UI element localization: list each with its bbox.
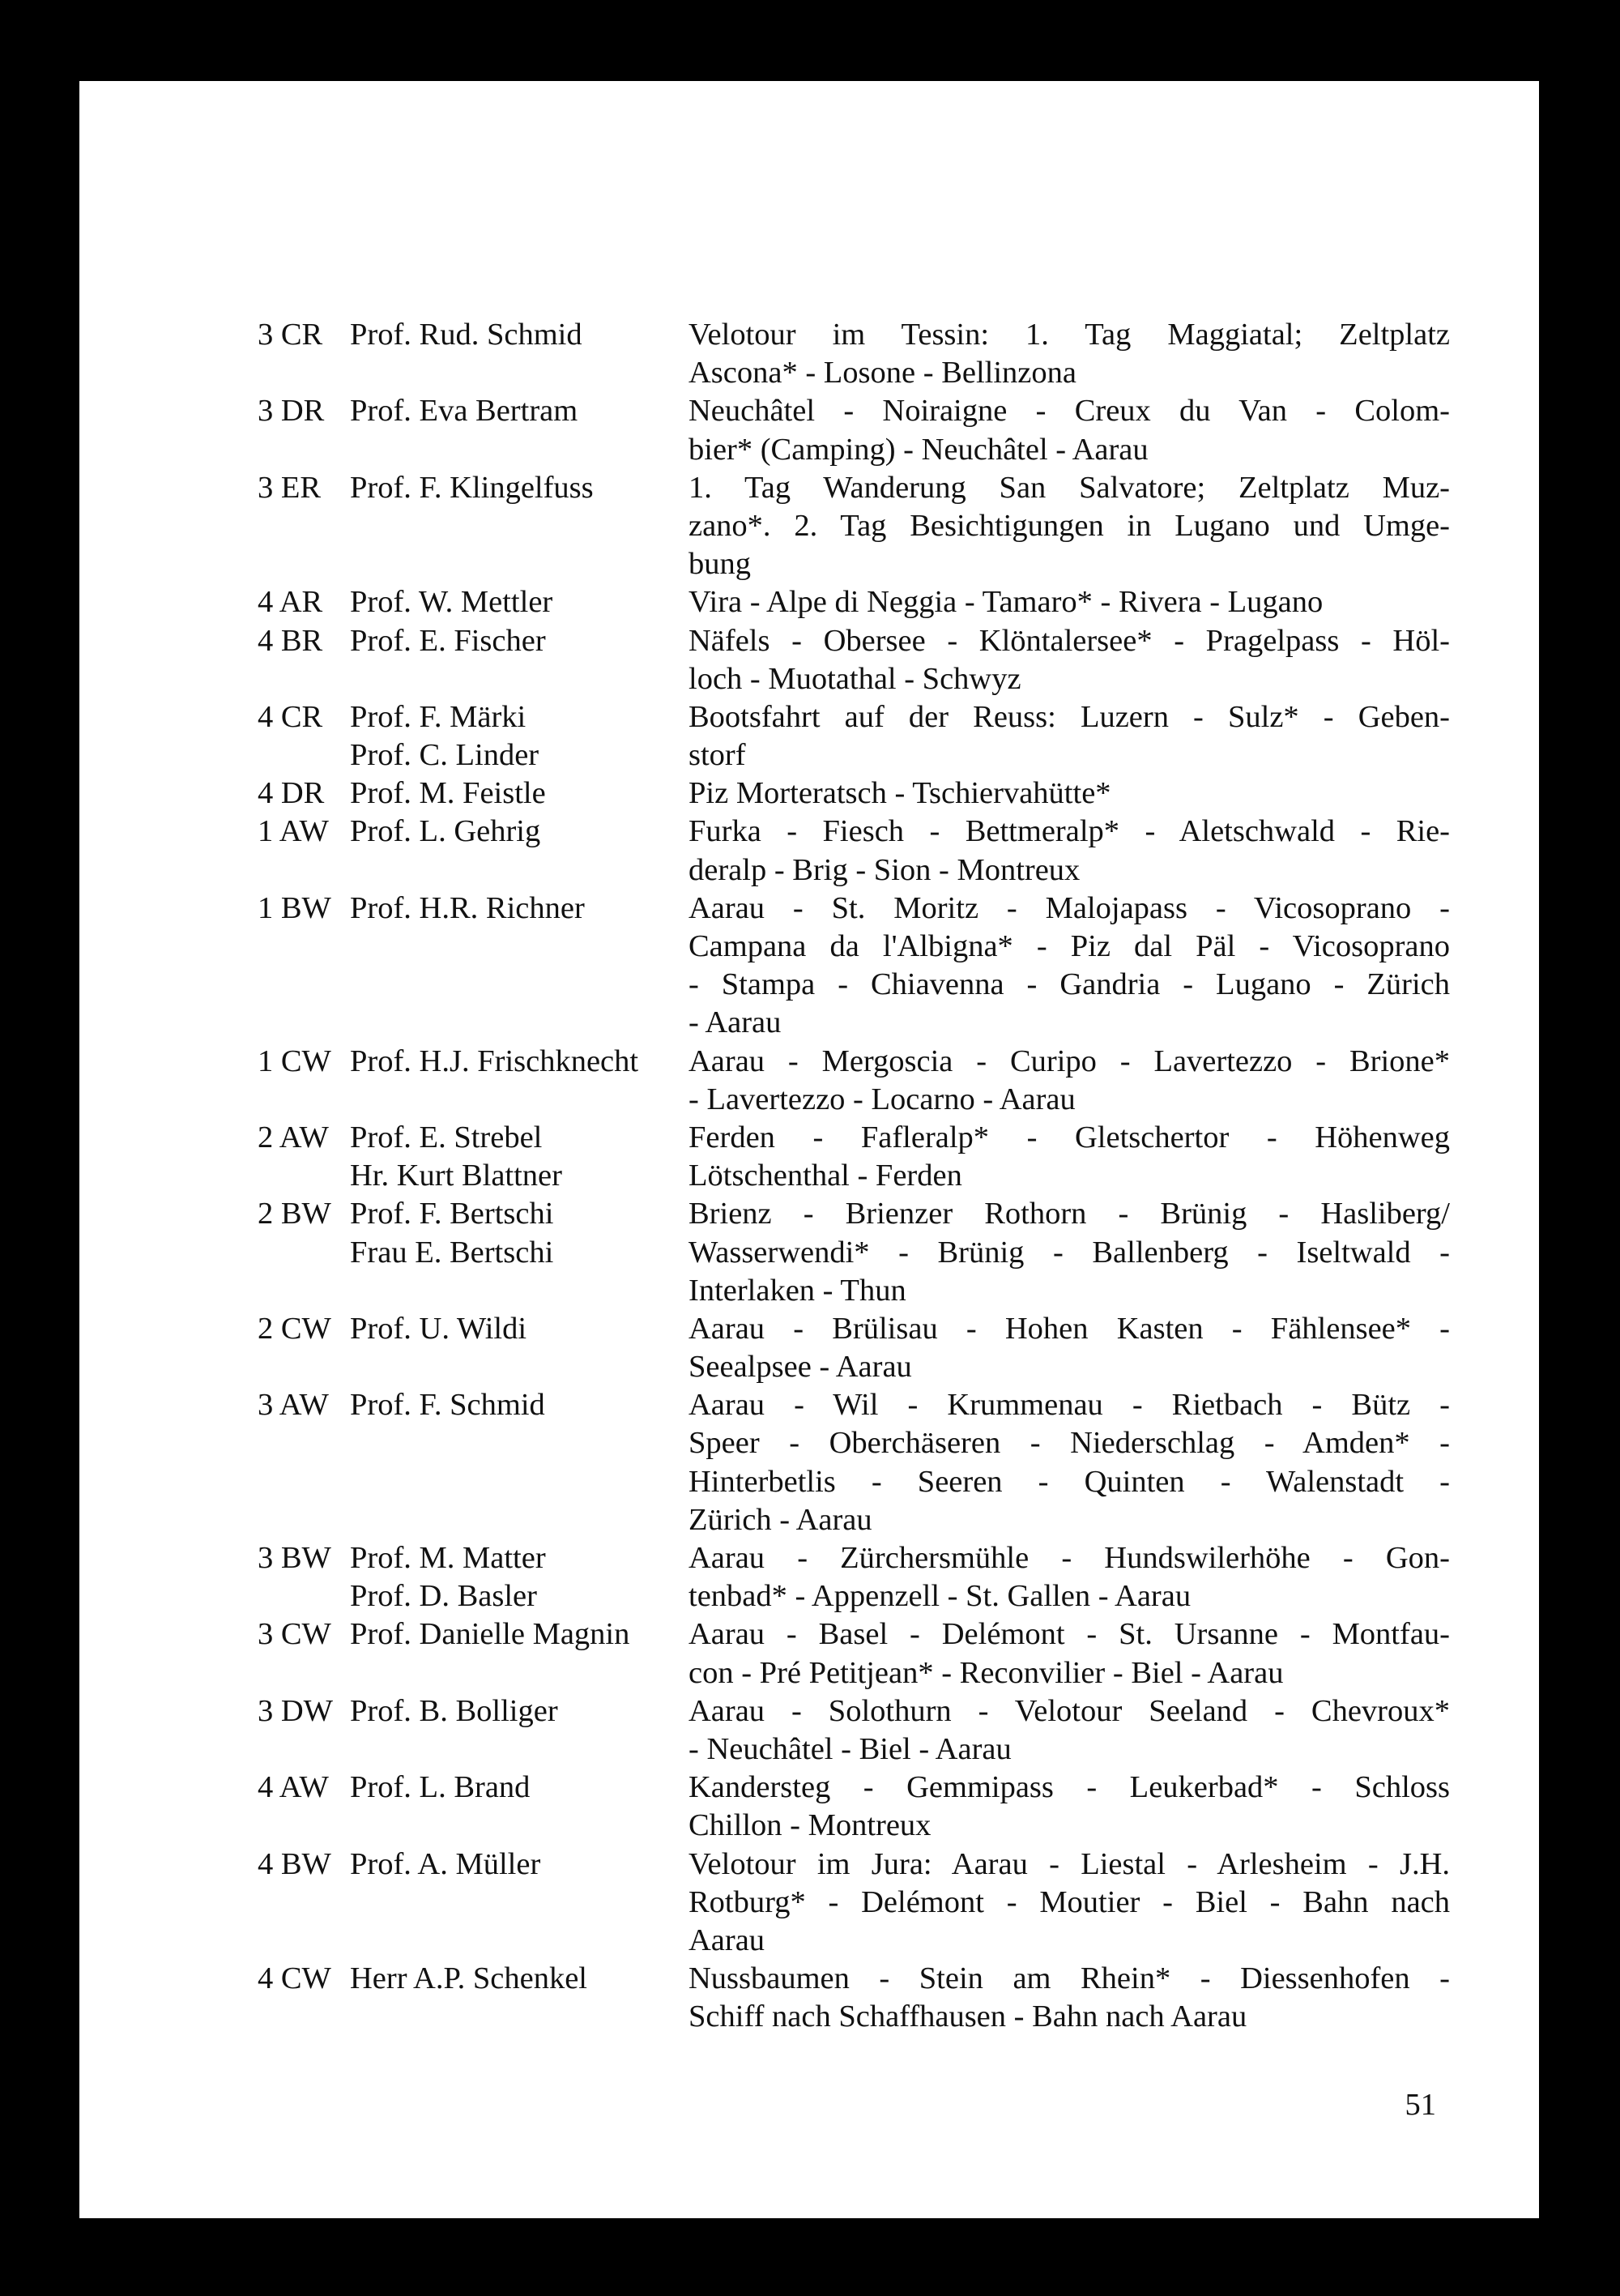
route-column [688,1310,1450,1386]
class-column [258,622,350,698]
class-column [258,1846,350,1961]
class-code: 3 CW [258,1617,331,1652]
excursion-entry [258,469,1489,584]
route-column [688,1119,1450,1195]
route-line: Brienz - Brienzer Rothorn - Brünig - Hasliberg/ [688,1197,1450,1231]
excursion-entry [258,1310,1489,1386]
route-line: Näfels - Obersee - Klöntalersee* - Pragelpass - Höl- [688,623,1450,658]
class-column [258,698,350,775]
teacher-column [350,1043,688,1119]
route-line: Aarau - Basel - Delémont - St. Ursanne - Montfau- [688,1617,1450,1652]
teacher-column [350,469,688,584]
teacher-name: Prof. B. Bolliger [350,1693,558,1728]
class-column [258,1692,350,1769]
teacher-name: Prof. F. Märki [350,699,526,734]
class-code: 3 BW [258,1541,331,1575]
route-line: Aarau - St. Moritz - Malojapass - Vicosoprano - [688,890,1450,925]
teacher-column [350,1960,688,2036]
route-line: Campana da l'Albigna* - Piz dal Päl - Vicosoprano [688,929,1450,963]
route-column [688,813,1450,889]
teacher-name: Prof. A. Müller [350,1846,541,1881]
route-line: Aarau [688,1923,765,1957]
excursion-entry [258,1615,1489,1692]
teacher-name: Herr A.P. Schenkel [350,1961,587,1996]
teacher-column [350,1195,688,1310]
route-column [688,1195,1450,1310]
route-column [688,469,1450,584]
excursion-entry [258,1539,1489,1615]
teacher-column [350,1846,688,1961]
route-line: - Lavertezzo - Locarno - Aarau [688,1082,1076,1116]
route-column [688,583,1450,621]
teacher-name: Prof. L. Gehrig [350,814,541,849]
route-line: Ferden - Fafleralp* - Gletschertor - Höhenweg [688,1120,1450,1154]
route-line: Neuchâtel - Noiraigne - Creux du Van - Colom- [688,394,1450,429]
class-code: 4 DR [258,776,325,811]
route-column [688,775,1450,813]
route-line: Aarau - Wil - Krummenau - Rietbach - Bütz - [688,1388,1450,1423]
excursion-entry [258,583,1489,621]
class-code: 3 CR [258,318,323,352]
page-number: 51 [1405,2088,1436,2122]
teacher-name: Hr. Kurt Blattner [350,1159,562,1193]
teacher-name: Prof. F. Schmid [350,1388,545,1423]
route-line: deralp - Brig - Sion - Montreux [688,852,1081,887]
route-line: loch - Muotathal - Schwyz [688,661,1021,696]
teacher-column [350,1692,688,1769]
class-code: 2 BW [258,1197,331,1231]
teacher-column [350,813,688,889]
route-column [688,1386,1450,1539]
teacher-column [350,392,688,468]
teacher-name: Prof. W. Mettler [350,585,553,620]
class-column [258,469,350,584]
teacher-name: Prof. Eva Bertram [350,394,578,429]
class-column [258,1769,350,1845]
teacher-column [350,1310,688,1386]
class-code: 3 DW [258,1693,334,1728]
class-column [258,1960,350,2036]
teacher-column [350,890,688,1043]
teacher-column [350,316,688,392]
route-line: - Stampa - Chiavenna - Gandria - Lugano - Zürich [688,967,1450,1002]
teacher-name: Prof. H.J. Frischknecht [350,1043,639,1078]
route-line: storf [688,738,746,773]
route-line: Piz Morteratsch - Tschiervahütte* [688,776,1111,811]
excursion-entry [258,1119,1489,1195]
excursion-entry [258,1692,1489,1769]
route-line: Speer - Oberchäseren - Niederschlag - Amden* - [688,1426,1450,1461]
class-column [258,1386,350,1539]
teacher-name: Prof. E. Strebel [350,1120,543,1154]
route-line: Bootsfahrt auf der Reuss: Luzern - Sulz* - Geben- [688,699,1450,734]
route-line: Wasserwendi* - Brünig - Ballenberg - Iseltwald - [688,1235,1450,1270]
teacher-column [350,698,688,775]
route-line: Interlaken - Thun [688,1273,906,1308]
route-line: bung [688,547,751,582]
class-column [258,1615,350,1692]
route-column [688,1960,1450,2036]
teacher-column [350,583,688,621]
class-code: 4 AR [258,585,323,620]
class-code: 4 BW [258,1846,331,1881]
teacher-name: Prof. U. Wildi [350,1311,527,1346]
teacher-column [350,1615,688,1692]
excursion-entry [258,392,1489,468]
excursion-entry [258,1846,1489,1961]
excursion-entry [258,622,1489,698]
route-column [688,1769,1450,1845]
class-code: 4 CR [258,699,323,734]
route-line: Kandersteg - Gemmipass - Leukerbad* - Schloss [688,1770,1450,1805]
route-line: Aarau - Solothurn - Velotour Seeland - Chevroux* [688,1693,1450,1728]
route-column [688,890,1450,1043]
route-line: Lötschenthal - Ferden [688,1159,962,1193]
route-column [688,1615,1450,1692]
route-line: 1. Tag Wanderung San Salvatore; Zeltplatz Muz- [688,470,1450,505]
teacher-column [350,622,688,698]
class-column [258,890,350,1043]
class-column [258,392,350,468]
teacher-name: Prof. E. Fischer [350,623,546,658]
route-column [688,622,1450,698]
class-code: 1 BW [258,890,331,925]
class-code: 2 CW [258,1311,331,1346]
excursion-entry [258,1960,1489,2036]
route-column [688,698,1450,775]
route-column [688,1043,1450,1119]
excursion-entry [258,813,1489,889]
route-line: Velotour im Tessin: 1. Tag Maggiatal; Zeltplatz [688,318,1450,352]
class-code: 3 AW [258,1388,329,1423]
class-column [258,813,350,889]
class-column [258,1195,350,1310]
teacher-name: Prof. Rud. Schmid [350,318,582,352]
teacher-column [350,1769,688,1845]
excursion-entry [258,698,1489,775]
excursion-entry [258,890,1489,1043]
teacher-name: Prof. H.R. Richner [350,890,585,925]
class-code: 3 DR [258,394,325,429]
route-line: Hinterbetlis - Seeren - Quinten - Walenstadt - [688,1464,1450,1499]
teacher-name: Frau E. Bertschi [350,1235,554,1270]
class-code: 4 BR [258,623,323,658]
class-code: 4 CW [258,1961,331,1996]
teacher-name: Prof. M. Matter [350,1541,546,1575]
route-column [688,392,1450,468]
route-line: con - Pré Petitjean* - Reconvilier - Biel - Aarau [688,1655,1284,1690]
route-line: Vira - Alpe di Neggia - Tamaro* - Rivera - Lugano [688,585,1324,620]
class-column [258,1310,350,1386]
teacher-name: Prof. D. Basler [350,1579,537,1614]
route-line: Ascona* - Losone - Bellinzona [688,356,1076,390]
route-column [688,1539,1450,1615]
class-column [258,583,350,621]
excursion-list [258,316,1489,2036]
route-line: Nussbaumen - Stein am Rhein* - Diessenhofen - [688,1961,1450,1996]
class-column [258,1043,350,1119]
route-line: Chillon - Montreux [688,1808,932,1843]
excursion-entry [258,1195,1489,1310]
route-line: Aarau - Mergoscia - Curipo - Lavertezzo - Brione* [688,1043,1450,1078]
teacher-name: Prof. F. Klingelfuss [350,470,594,505]
class-code: 1 AW [258,814,329,849]
excursion-entry [258,1386,1489,1539]
excursion-entry [258,1769,1489,1845]
excursion-entry [258,1043,1489,1119]
route-line: - Aarau [688,1005,782,1040]
route-line: Zürich - Aarau [688,1502,872,1537]
teacher-name: Prof. C. Linder [350,738,539,773]
class-code: 2 AW [258,1120,329,1154]
route-line: Velotour im Jura: Aarau - Liestal - Arlesheim - J.H. [688,1846,1450,1881]
route-column [688,1846,1450,1961]
class-column [258,1539,350,1615]
route-line: Seealpsee - Aarau [688,1350,912,1385]
route-column [688,316,1450,392]
class-code: 3 ER [258,470,322,505]
teacher-column [350,1119,688,1195]
teacher-name: Prof. M. Feistle [350,776,546,811]
class-code: 1 CW [258,1043,331,1078]
class-column [258,1119,350,1195]
route-line: Rotburg* - Delémont - Moutier - Biel - Bahn nach [688,1884,1450,1919]
class-code: 4 AW [258,1770,329,1805]
teacher-column [350,1386,688,1539]
teacher-column [350,775,688,813]
route-line: Furka - Fiesch - Bettmeralp* - Aletschwald - Rie- [688,814,1450,849]
route-line: bier* (Camping) - Neuchâtel - Aarau [688,432,1149,467]
route-line: Aarau - Brülisau - Hohen Kasten - Fählensee* - [688,1311,1450,1346]
class-column [258,775,350,813]
route-line: Schiff nach Schaffhausen - Bahn nach Aarau [688,1999,1247,2034]
excursion-entry [258,316,1489,392]
class-column [258,316,350,392]
route-line: zano*. 2. Tag Besichtigungen in Lugano und Umge- [688,508,1450,543]
route-line: tenbad* - Appenzell - St. Gallen - Aarau [688,1579,1192,1614]
teacher-column [350,1539,688,1615]
route-line: Aarau - Zürchersmühle - Hundswilerhöhe - Gon- [688,1541,1450,1575]
route-line: - Neuchâtel - Biel - Aarau [688,1731,1012,1766]
document-page [79,81,1539,2218]
teacher-name: Prof. Danielle Magnin [350,1617,630,1652]
excursion-entry [258,775,1489,813]
route-column [688,1692,1450,1769]
teacher-name: Prof. F. Bertschi [350,1197,554,1231]
teacher-name: Prof. L. Brand [350,1770,531,1805]
